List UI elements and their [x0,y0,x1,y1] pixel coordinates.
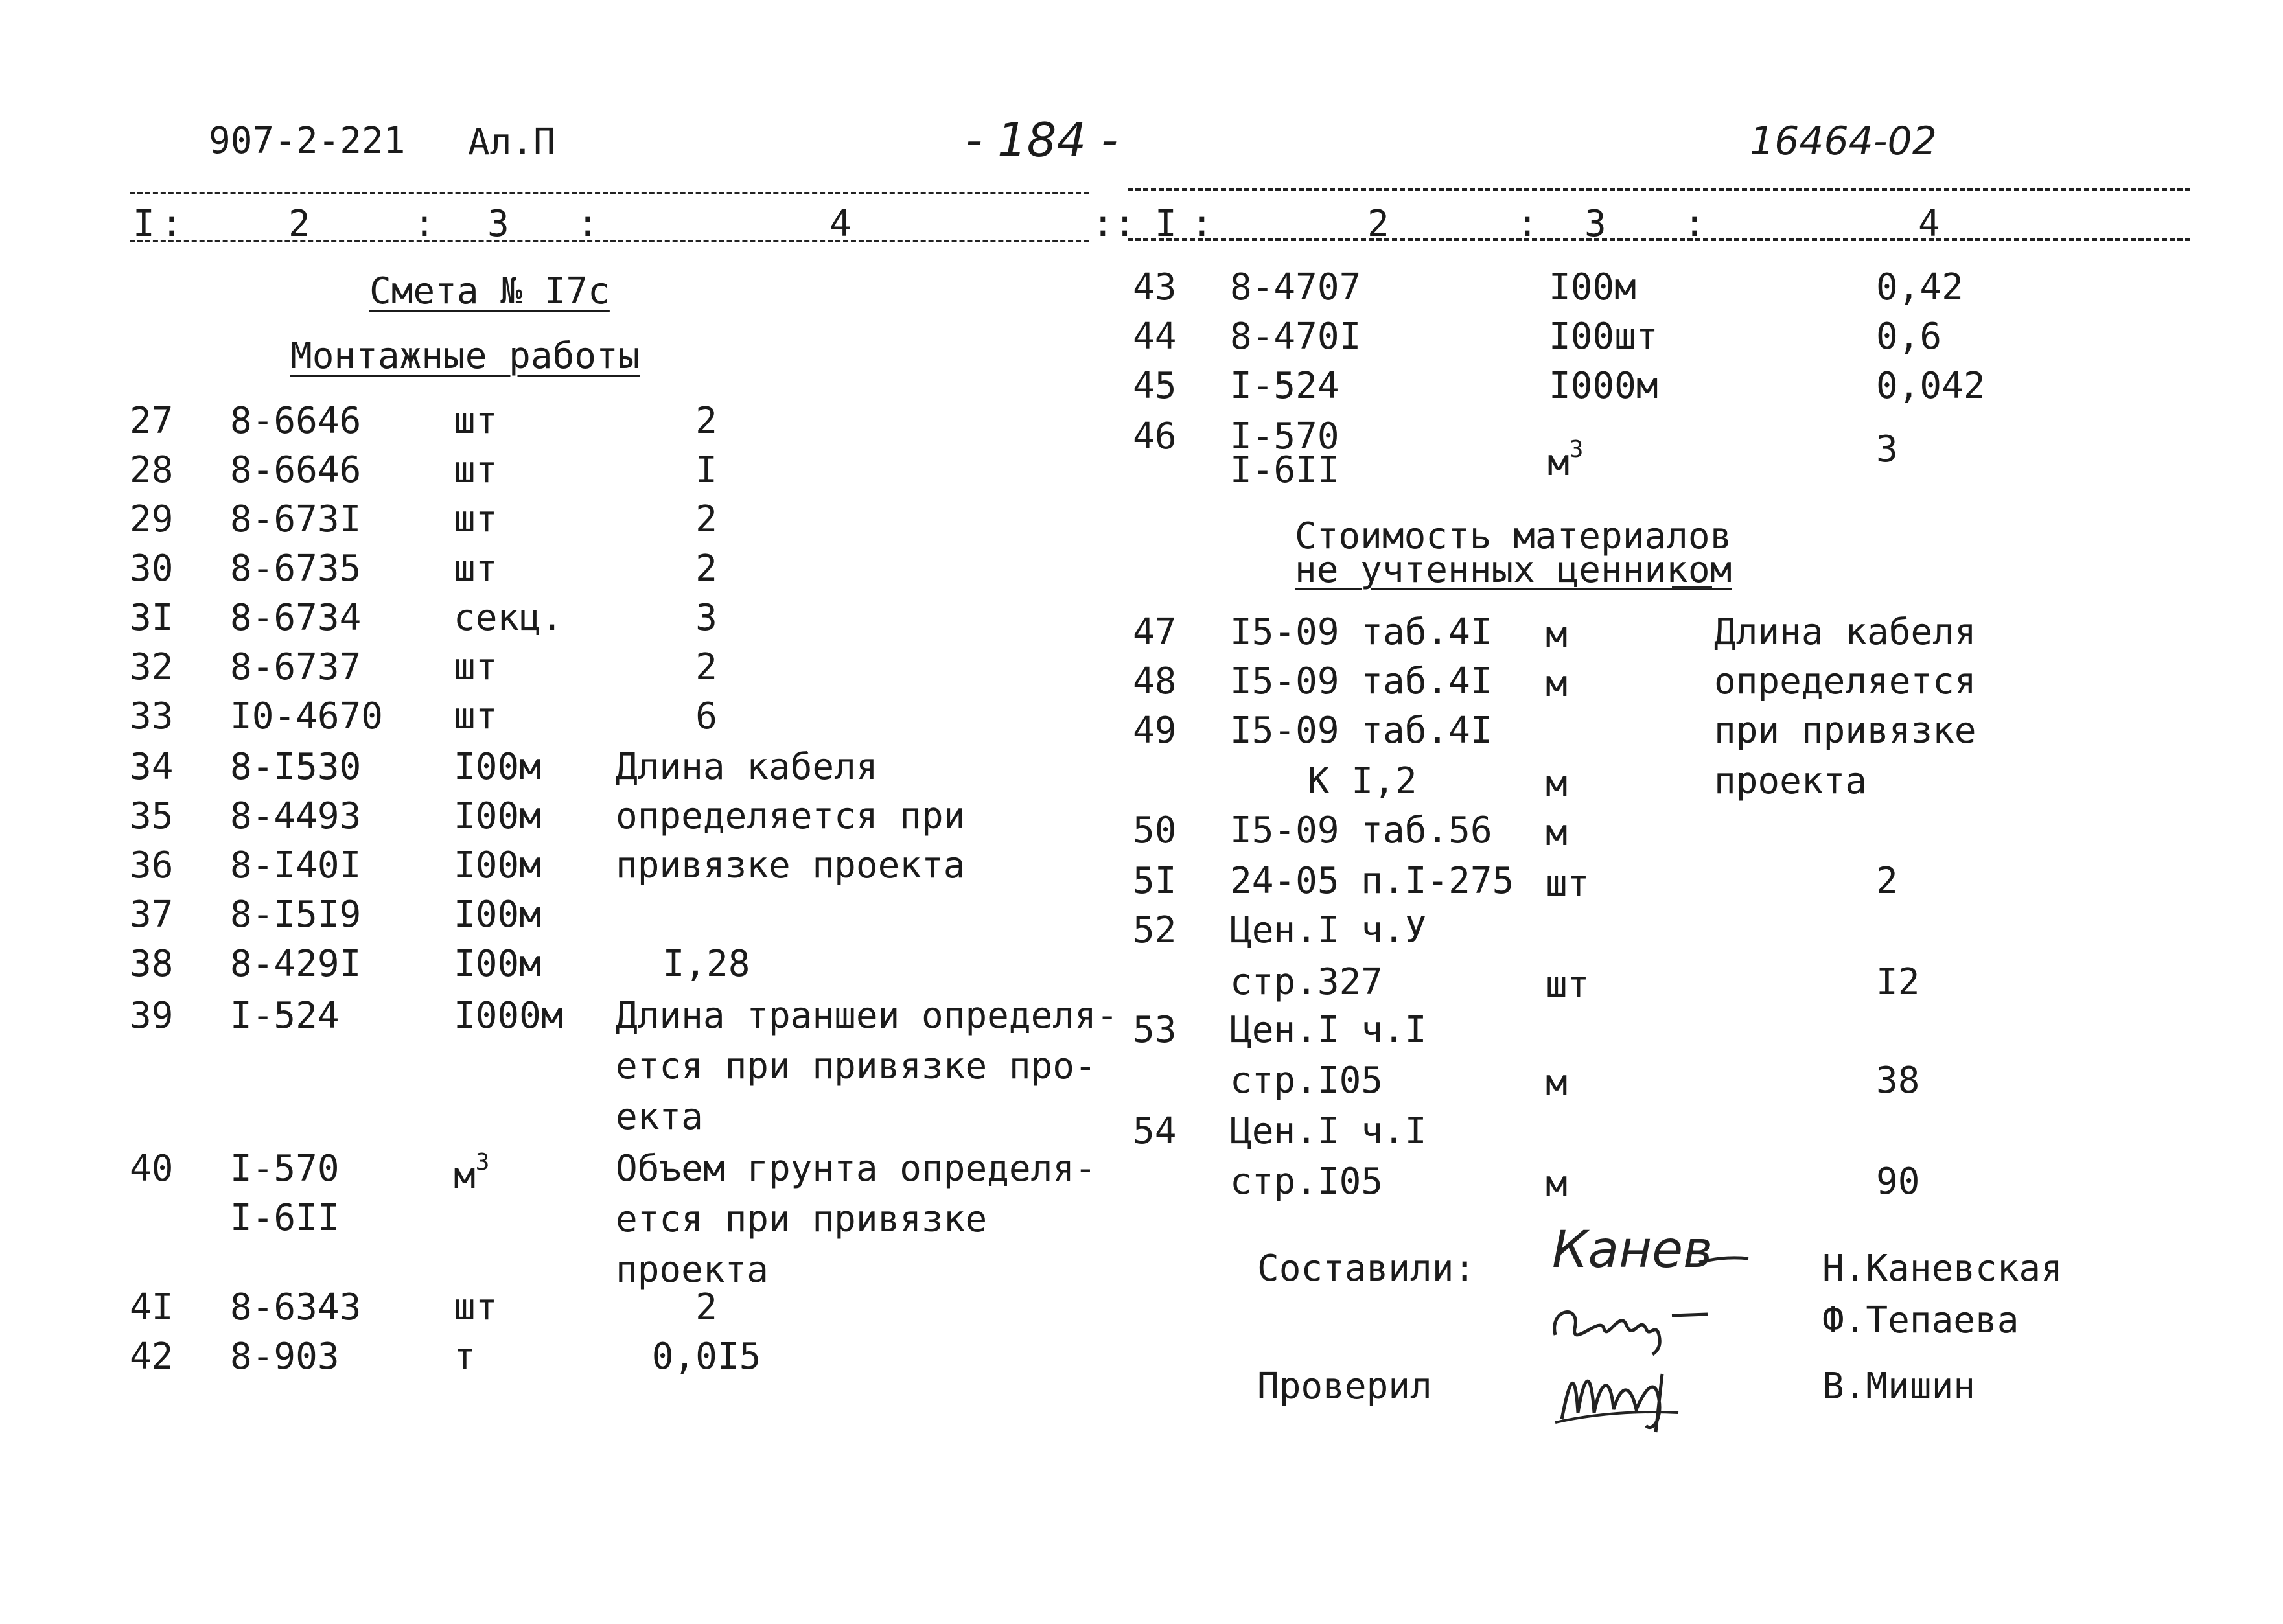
col-separator: : [1684,203,1706,245]
row-quantity: 2 [695,548,717,590]
row-unit: I00м [1549,266,1636,308]
col-separator: : [1191,203,1213,245]
checked-label: Проверил [1257,1365,1432,1408]
row-note: при привязке [1714,710,1976,752]
row-quantity: 2 [695,400,717,442]
row-note: проекта [616,1249,769,1291]
row-unit: шт [1546,863,1590,905]
row-note: Объем грунта определя- [616,1148,1096,1190]
row-number: 36 [130,844,174,887]
row-number: 54 [1133,1110,1177,1152]
unit-superscript: 3 [1569,436,1584,463]
row-code: I0-4670 [230,695,384,737]
row-number: 43 [1133,266,1177,308]
row-quantity: 90 [1876,1161,1920,1203]
row-code: I-570 [1230,415,1339,458]
row-unit: I000м [454,995,563,1037]
row-code: 8-4707 [1230,266,1362,308]
row-code: 8-I530 [230,746,362,788]
row-unit: шт [454,1286,498,1328]
row-code: 8-6343 [230,1286,362,1328]
col-header-4: 4 [1918,203,1940,245]
signature-stroke [1698,1251,1750,1270]
row-code: 8-4493 [230,795,362,837]
row-unit: шт [1546,964,1590,1006]
row-quantity: 3 [695,597,717,639]
row-unit: м [1546,763,1568,805]
header-rule-top-left [130,192,1089,194]
materials-title-line-1: Стоимость материалов [1295,515,1732,557]
col-header-3: 3 [487,203,509,245]
row-unit: секц. [454,597,563,639]
row-quantity: 0,042 [1876,365,1986,407]
compiler-name-1: Н.Каневская [1822,1247,2063,1290]
row-number: 53 [1133,1009,1177,1051]
row-code: 8-I5I9 [230,894,362,936]
sheet-number: 16464-02 [1750,119,1937,164]
row-number: 32 [130,646,174,688]
row-code: I-6II [230,1197,340,1239]
materials-title-line-2: не учтенных ценником [1295,549,1732,591]
document-code: 907-2-221 [209,120,406,162]
row-code: стр.I05 [1230,1060,1384,1102]
row-unit: м [1546,663,1568,705]
row-note: Длина траншеи определя- [616,995,1118,1037]
compiled-label: Составили: [1257,1247,1476,1290]
row-unit: I00м [454,943,541,985]
row-code: 8-673I [230,498,362,540]
row-number: 5I [1133,860,1177,902]
header-rule-bottom-left [130,240,1089,242]
row-number: 34 [130,746,174,788]
row-number: 28 [130,449,174,491]
row-number: 27 [130,400,174,442]
row-code: стр.I05 [1230,1161,1384,1203]
row-number: 33 [130,695,174,737]
row-number: 45 [1133,365,1177,407]
row-note: проекта [1714,760,1868,802]
page-number: - 184 - [966,113,1118,167]
row-code: I5-09 таб.4I [1230,611,1492,653]
col-header-1: I [1155,203,1177,245]
row-code: 8-6646 [230,400,362,442]
row-quantity: 2 [695,646,717,688]
col-header-3: 3 [1584,203,1606,245]
row-code: 8-6646 [230,449,362,491]
col-header-2: 2 [1367,203,1389,245]
row-unit: $м^3$ [454,1149,490,1197]
row-code: Цен.I ч.I [1230,1009,1427,1051]
row-number: 49 [1133,710,1177,752]
row-code: 8-470I [1230,316,1362,358]
row-code: 8-6737 [230,646,362,688]
row-quantity: I [695,449,717,491]
row-code: Цен.I ч.У [1230,909,1427,951]
row-quantity: 0,0I5 [651,1336,761,1378]
row-note: ется при привязке [616,1198,988,1240]
row-code: 8-I40I [230,844,362,887]
row-code: 24-05 п.I-275 [1230,860,1514,902]
row-unit: I000м [1549,365,1658,407]
row-number: 50 [1133,809,1177,852]
row-number: 30 [130,548,174,590]
row-code: I-524 [1230,365,1339,407]
row-number: 47 [1133,611,1177,653]
row-unit: шт [454,400,498,442]
compiler-name-2: Ф.Тепаева [1822,1299,2019,1341]
row-number: 37 [130,894,174,936]
signature-kaneva: Канев [1552,1221,1713,1279]
row-unit: шт [454,646,498,688]
album-label: Ал.П [468,121,555,163]
row-quantity: 6 [695,695,717,737]
row-number: 38 [130,943,174,985]
header-rule-top-right [1128,188,2190,191]
row-number: 3I [130,597,174,639]
row-unit: I00м [454,844,541,887]
col-header-1: I [133,203,155,245]
row-unit: м [1546,1163,1568,1205]
row-number: 48 [1133,660,1177,702]
col-header-2: 2 [288,203,310,245]
row-quantity: 38 [1876,1060,1920,1102]
row-quantity: I,28 [662,943,750,985]
row-code: I5-09 таб.4I [1230,710,1492,752]
row-unit: т [454,1336,476,1378]
row-code: Цен.I ч.I [1230,1110,1427,1152]
row-note: ется при привязке про- [616,1045,1096,1087]
row-unit: м [1546,812,1568,854]
row-number: 4I [130,1286,174,1328]
row-number: 35 [130,795,174,837]
section-title: Монтажные работы [290,335,640,377]
row-quantity: 2 [1876,860,1898,902]
row-quantity: 2 [695,498,717,540]
row-code: I5-09 таб.4I [1230,660,1492,702]
col-header-4: 4 [829,203,852,245]
col-separator: : [577,203,599,245]
row-number: 29 [130,498,174,540]
row-code: I-524 [230,995,340,1037]
row-code: 8-903 [230,1336,340,1378]
row-code: стр.327 [1230,961,1384,1003]
col-separator: : [161,203,183,245]
row-number: 52 [1133,909,1177,951]
signature-mishin [1549,1348,1698,1439]
row-unit: I00м [454,894,541,936]
row-unit: I00м [454,795,541,837]
row-note: Длина кабеля [1714,611,1976,653]
row-unit: I00м [454,746,541,788]
row-code: К I,2 [1308,760,1417,802]
row-quantity: 3 [1876,428,1898,470]
row-quantity: 0,6 [1876,316,1942,358]
row-note: определяется [1714,660,1976,702]
header-rule-bottom-right [1128,238,2190,241]
row-number: 39 [130,995,174,1037]
row-quantity: 2 [695,1286,717,1328]
row-note: определяется при [616,795,966,837]
row-unit: шт [454,695,498,737]
row-number: 40 [130,1148,174,1190]
row-code: 8-6735 [230,548,362,590]
row-number: 46 [1133,415,1177,458]
col-separator: : [1516,203,1538,245]
row-code: I5-09 таб.56 [1230,809,1492,852]
row-unit: $м^3$ [1547,436,1584,484]
col-separator: : [413,203,435,245]
row-unit: шт [454,498,498,540]
row-quantity: I2 [1876,961,1920,1003]
row-unit: шт [454,449,498,491]
row-unit: м [1546,1062,1568,1104]
checker-name: В.Мишин [1822,1365,1976,1408]
estimate-title: Смета № I7с [369,270,610,312]
row-note: привязке проекта [616,844,966,887]
row-code: 8-6734 [230,597,362,639]
row-number: 42 [130,1336,174,1378]
materials-title-underline-tail [1672,586,1712,589]
row-unit: м [1546,614,1568,656]
row-number: 44 [1133,316,1177,358]
row-quantity: 0,42 [1876,266,1964,308]
col-separator: :: [1092,203,1136,245]
row-unit: шт [454,548,498,590]
row-code: 8-429I [230,943,362,985]
row-note: екта [616,1096,703,1138]
row-code: I-6II [1230,449,1339,491]
unit-superscript: 3 [475,1149,490,1176]
row-unit: I00шт [1549,316,1658,358]
row-code: I-570 [230,1148,340,1190]
row-note: Длина кабеля [616,746,878,788]
